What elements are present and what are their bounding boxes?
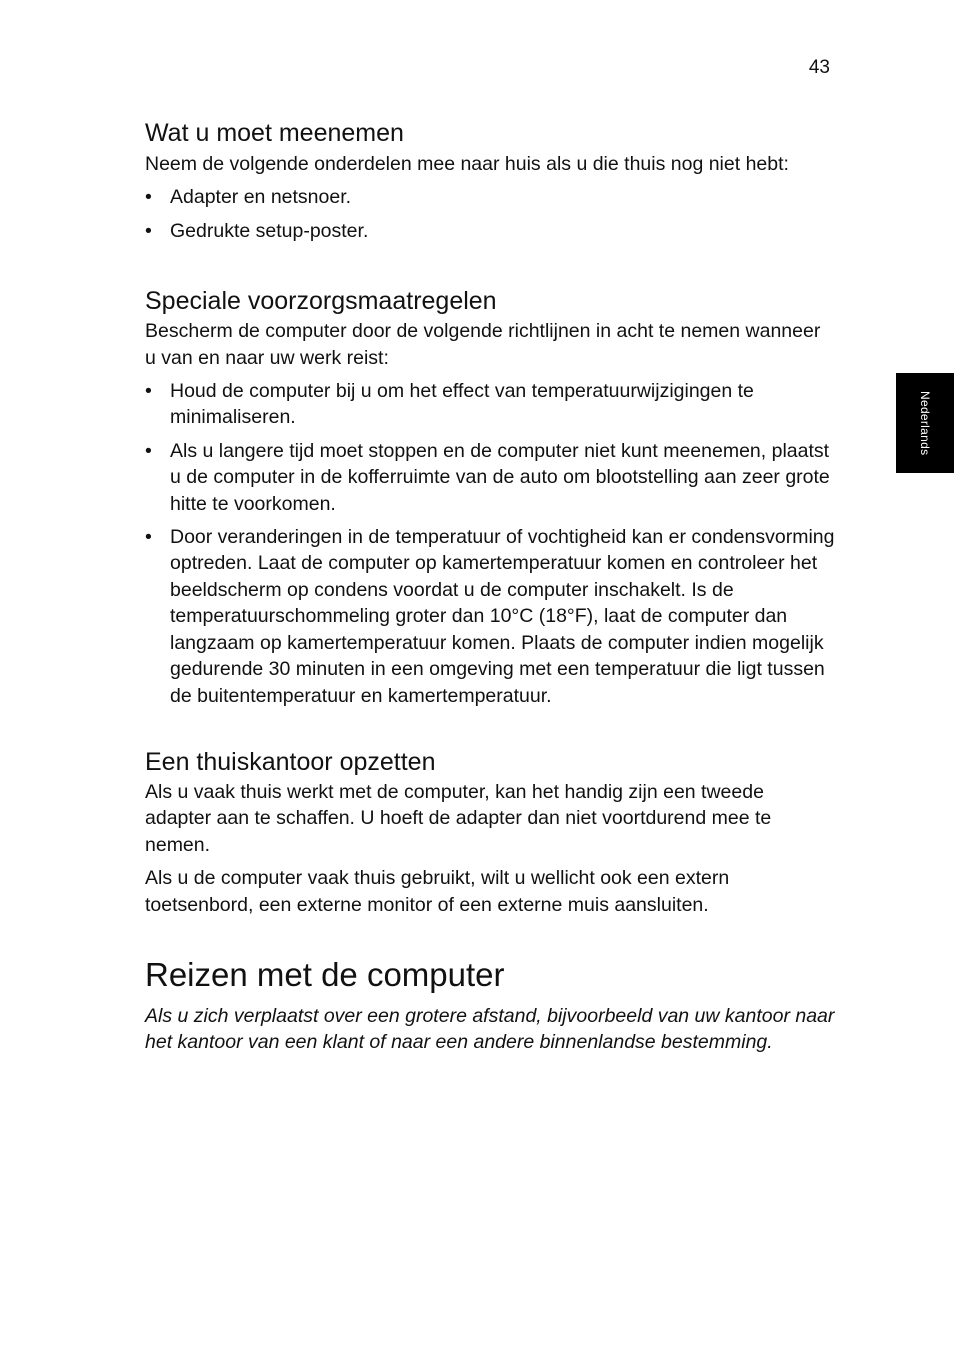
list-item: • Adapter en netsnoer.: [145, 184, 835, 210]
paragraph: Als u vaak thuis werkt met de computer, kan het handig zijn een tweede adapter aan te schaffen. U hoeft de adapter dan niet voortdurend mee te nemen.: [145, 780, 772, 856]
section-intro: Neem de volgende onderdelen mee naar huis als u die thuis nog niet hebt:: [145, 153, 789, 175]
list-item: • Houd de computer bij u om het effect van temperatuurwijzigingen te minimaliseren.: [145, 378, 835, 431]
section-heading: Wat u moet meenemen: [145, 119, 404, 147]
bullet-list: [145, 378, 835, 709]
section-intro: Bescherm de computer door de volgende richtlijnen in acht te nemen wanneer u van en naar uw werk reist:: [145, 320, 821, 369]
chapter-title: Reizen met de computer: [145, 955, 505, 993]
section-heading: Een thuiskantoor opzetten: [145, 747, 436, 776]
language-side-tab-label: Nederlands: [918, 390, 932, 456]
section-special-precautions: [145, 284, 835, 709]
chapter-intro: Als u zich verplaatst over een grotere afstand, bijvoorbeeld van uw kantoor naar het kantoor van een klant of naar een andere binnenlandse bestemming.: [145, 1004, 835, 1054]
page-number: 43: [808, 57, 830, 78]
page-content: [145, 116, 835, 1056]
bullet-list: [145, 184, 835, 244]
list-item: • Gedrukte setup-poster.: [145, 218, 835, 244]
section-home-office: [145, 745, 835, 918]
section-heading: Speciale voorzorgsmaatregelen: [145, 287, 497, 316]
paragraph: Als u de computer vaak thuis gebruikt, wilt u wellicht ook een extern toetsenbord, een externe monitor of een externe muis aansluiten.: [145, 867, 730, 916]
list-item: • Als u langere tijd moet stoppen en de computer niet kunt meenemen, plaatst u de computer in de kofferruimte van de auto om blootstelling aan zeer grote hitte te voorkomen.: [145, 438, 835, 517]
list-item: • Door veranderingen in de temperatuur of vochtigheid kan er condensvorming optreden. Laat de computer op kamertemperatuur komen en controleer het beeldscherm op condens voordat u de computer inschakelt. Is de temperatuurschommeling groter dan 10°C (18°F), laat de computer dan langzaam op kamertemperatuur komen. Plaats de computer indien mogelijk gedurende 30 minuten in een omgeving met een temperatuur die ligt tussen de buitentemperatuur en kamertemperatuur.: [145, 524, 835, 709]
section-what-to-bring: [145, 116, 835, 244]
language-side-tab: [896, 373, 954, 473]
chapter-traveling: [145, 953, 835, 1056]
